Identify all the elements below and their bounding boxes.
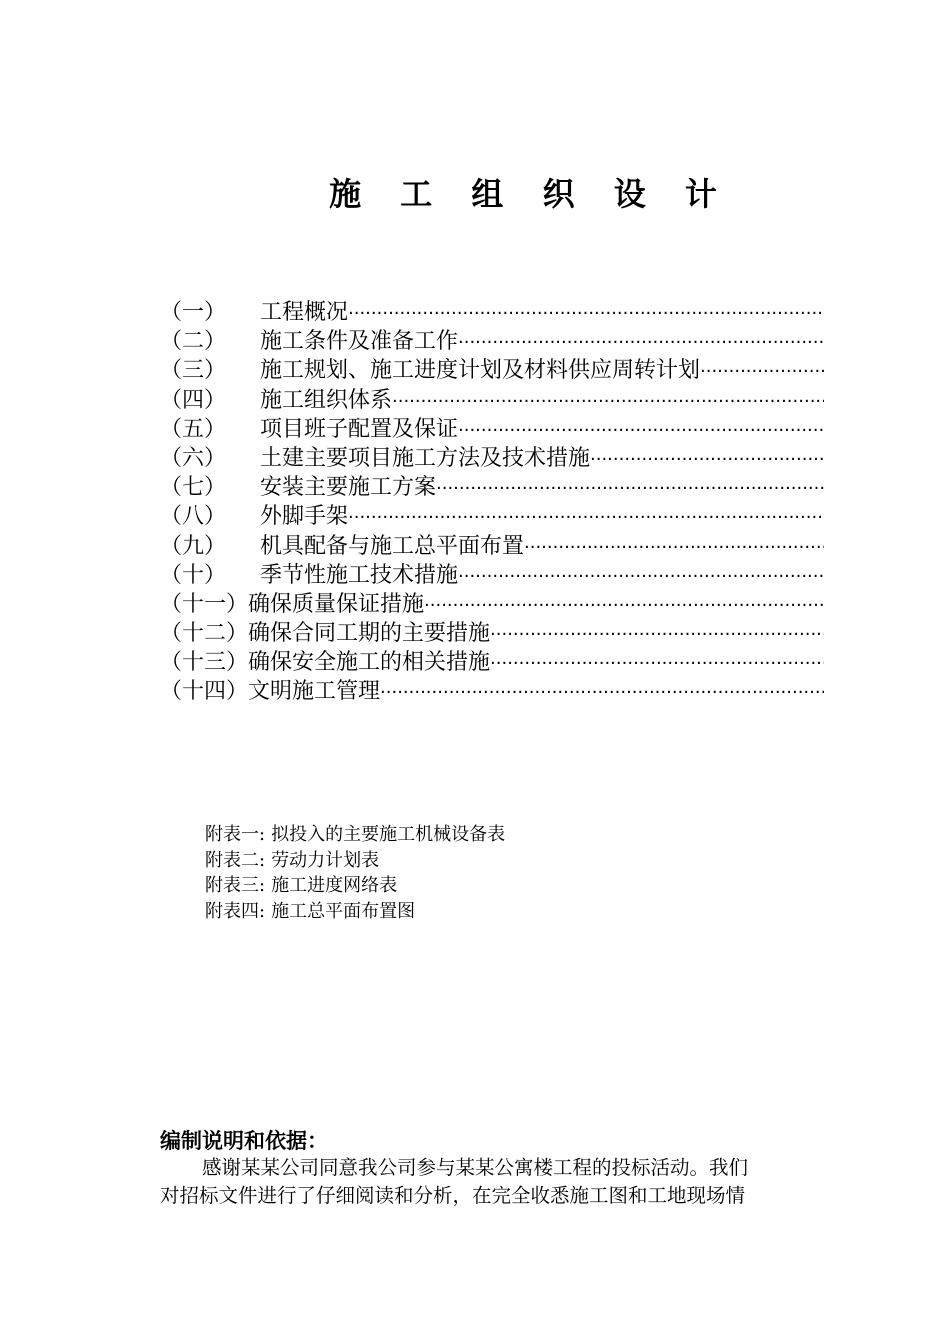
notes-paragraph: [160, 1154, 828, 1210]
notes-heading: 编制说明和依据：: [160, 1129, 328, 1153]
toc-item: [160, 590, 824, 619]
appendix-title: 施工总平面布置图: [271, 900, 416, 922]
notes-line: 对招标文件进行了仔细阅读和分析，在完全收悉施工图和工地现场情: [160, 1184, 746, 1207]
toc-number: （二）: [160, 329, 227, 355]
toc-item: [160, 677, 824, 706]
toc-leader-dots: [458, 328, 824, 357]
toc-title: 确保安全施工的相关措施: [248, 650, 491, 676]
toc-title: 安装主要施工方案: [260, 475, 437, 501]
toc-item: [160, 532, 824, 561]
toc-title: 机具配备与施工总平面布置: [260, 533, 525, 559]
toc-item: [160, 356, 824, 385]
appendix-label: 附表三:: [205, 875, 266, 896]
toc-leader-dots: [590, 445, 824, 474]
toc-item: [160, 386, 824, 415]
toc-number: （十一）: [160, 591, 249, 617]
toc-item: [160, 444, 824, 473]
appendix-label: 附表四:: [205, 900, 266, 922]
toc-number: （十三）: [160, 650, 249, 676]
toc-leader-dots: [348, 299, 824, 328]
toc-number: （十）: [160, 562, 227, 588]
toc-item: [160, 648, 824, 677]
notes-line: 感谢某某公司同意我公司参与某某公寓楼工程的投标活动。我们: [202, 1156, 749, 1179]
toc-number: （一）: [160, 300, 227, 325]
appendix-title: 施工进度网络表: [271, 875, 398, 896]
toc-number: （九）: [160, 533, 227, 559]
toc-number: （三）: [160, 358, 227, 384]
toc-leader-dots: [424, 591, 824, 620]
toc-number: （十二）: [160, 621, 249, 647]
table-of-contents: [160, 298, 824, 707]
toc-item: [160, 415, 824, 444]
appendix-item: [205, 899, 505, 925]
toc-leader-dots: [458, 562, 824, 591]
toc-title: 土建主要项目施工方法及技术措施: [260, 445, 591, 471]
toc-leader-dots: [392, 387, 824, 416]
toc-item: [160, 327, 824, 356]
toc-number: （七）: [160, 475, 227, 501]
appendix-list: [205, 822, 505, 924]
toc-number: （四）: [160, 387, 227, 413]
toc-title: 施工条件及准备工作: [260, 329, 459, 355]
appendix-label: 附表一:: [205, 824, 266, 845]
appendix-title: 拟投入的主要施工机械设备表: [271, 824, 506, 845]
toc-title: 施工规划、施工进度计划及材料供应周转计划: [260, 358, 701, 384]
toc-leader-dots: [380, 678, 824, 707]
toc-item: [160, 298, 824, 327]
appendix-item: [205, 848, 505, 874]
toc-number: （十四）: [160, 679, 249, 705]
toc-title: 文明施工管理: [248, 679, 381, 705]
appendix-item: [205, 822, 505, 848]
document-title: 施 工 组 织 设 计: [329, 175, 731, 213]
toc-number: （六）: [160, 445, 227, 471]
toc-item: [160, 561, 824, 590]
toc-title: 确保质量保证措施: [248, 591, 425, 617]
toc-title: 工程概况: [260, 300, 349, 325]
toc-leader-dots: [436, 474, 824, 503]
toc-leader-dots: [490, 620, 824, 649]
toc-title: 季节性施工技术措施: [260, 562, 459, 588]
toc-leader-dots: [348, 503, 824, 532]
toc-number: （五）: [160, 416, 227, 442]
toc-item: [160, 502, 824, 531]
toc-leader-dots: [490, 649, 824, 678]
appendix-title: 劳动力计划表: [271, 849, 380, 871]
toc-item: [160, 473, 824, 502]
appendix-item: [205, 873, 505, 899]
toc-number: （八）: [160, 504, 227, 530]
toc-leader-dots: [458, 416, 824, 445]
toc-title: 项目班子配置及保证: [260, 416, 459, 442]
appendix-label: 附表二:: [205, 849, 266, 871]
toc-title: 确保合同工期的主要措施: [248, 621, 491, 647]
toc-title: 施工组织体系: [260, 387, 393, 413]
toc-leader-dots: [700, 357, 824, 386]
toc-title: 外脚手架: [260, 504, 349, 530]
toc-item: [160, 619, 824, 648]
toc-leader-dots: [524, 533, 824, 562]
